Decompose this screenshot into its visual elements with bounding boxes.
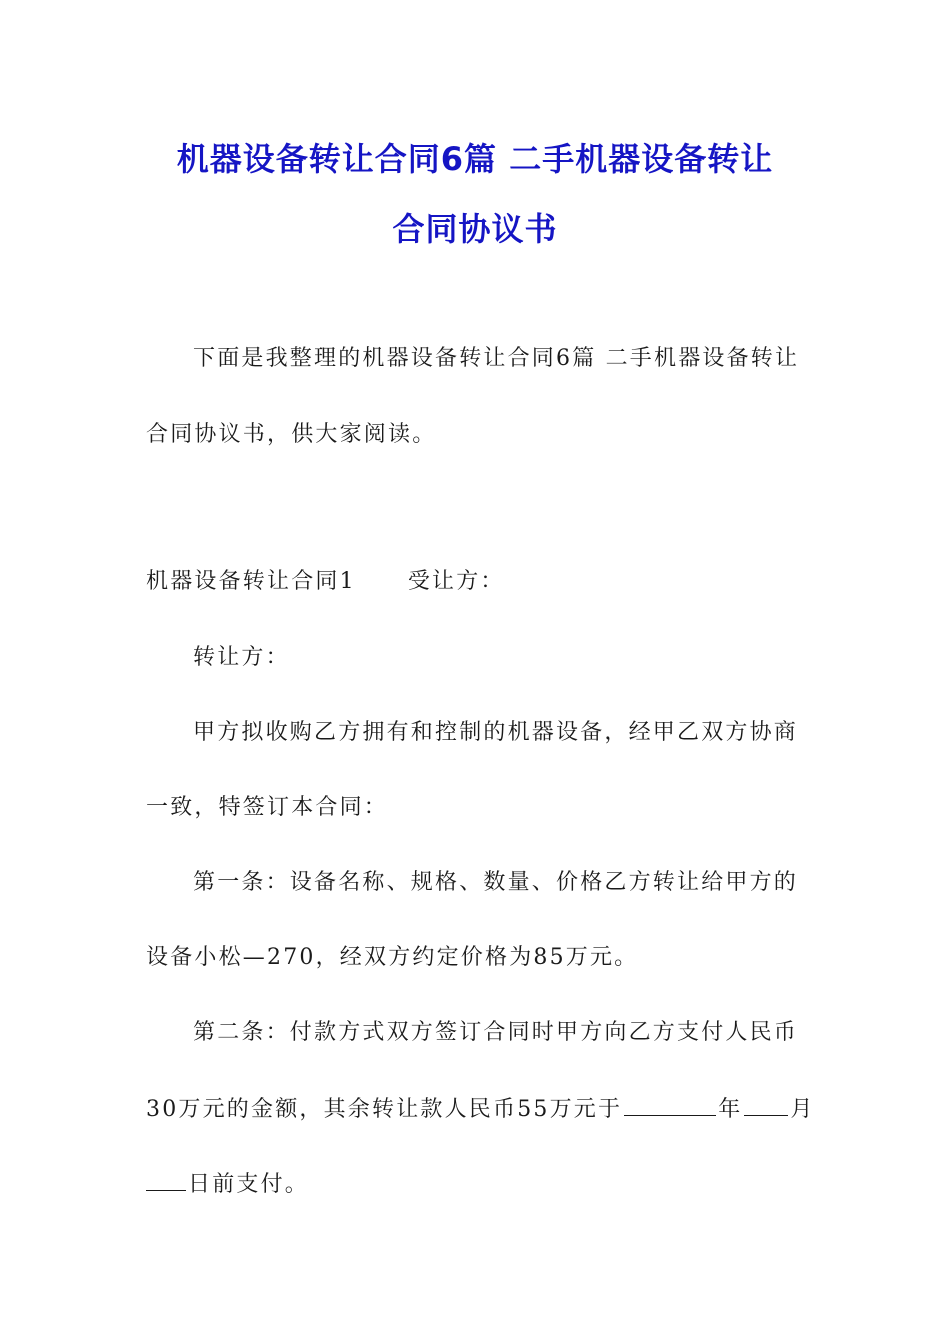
article-2-line-3 (146, 1168, 309, 1200)
intro-line-2: 合同协议书，供大家阅读。 (146, 422, 437, 447)
paragraph-1-line-2: 一致，特签订本合同： (146, 795, 389, 820)
intro-line-1: 下面是我整理的机器设备转让合同6篇 二手机器设备转让 (193, 346, 800, 371)
contract-heading: 机器设备转让合同1 (146, 569, 356, 594)
contract-heading-line (146, 567, 505, 597)
article-2-line-2 (146, 1093, 815, 1125)
paragraph-1-line-1: 甲方拟收购乙方拥有和控制的机器设备，经甲乙双方协商 (193, 720, 799, 745)
article-2-line-1: 第二条：付款方式双方签订合同时甲方向乙方支付人民币 (193, 1020, 799, 1045)
month-blank (744, 1093, 788, 1116)
transferor-label: 转让方： (193, 645, 290, 670)
document-title-line-2: 合同协议书 (392, 210, 558, 248)
article-2-line-3-text: 日前支付。 (188, 1172, 310, 1197)
article-1-line-1: 第一条：设备名称、规格、数量、价格乙方转让给甲方的 (193, 870, 799, 895)
transferee-label: 受让方： (407, 569, 505, 594)
month-label: 月 (790, 1097, 815, 1122)
day-blank (146, 1168, 186, 1191)
article-2-line-2-text: 30万元的金额，其余转让款人民币55万元于 (146, 1097, 623, 1122)
year-label: 年 (718, 1097, 743, 1122)
article-1-line-2: 设备小松—270，经双方约定价格为85万元。 (146, 945, 639, 970)
document-title-line-1: 机器设备转让合同6篇 二手机器设备转让 (176, 140, 774, 178)
year-blank (624, 1093, 716, 1116)
